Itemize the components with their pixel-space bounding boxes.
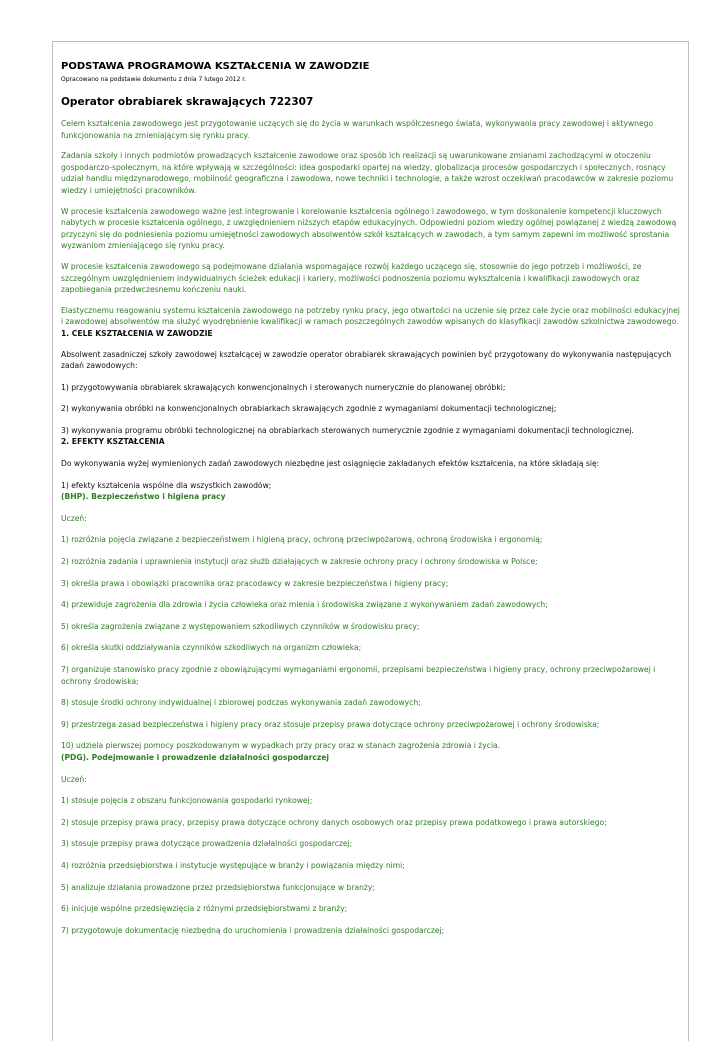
goal-item: 2) wykonywania obróbki na konwencjonalnych obrabiarkach skrawających zgodnie z wymaganiami dokumentacji technologicznej; xyxy=(61,404,557,414)
bhp-item: 7) organizuje stanowisko pracy zgodnie z obowiązującymi wymaganiami ergonomii, przepisami bezpieczeństwa i higieny pracy, ochrony przeciwpożarowej i ochrony środowiska; xyxy=(61,665,656,686)
document-source-note: Opracowano na podstawie dokumentu z dnia 7 lutego 2012 r. xyxy=(61,76,247,83)
pdg-student-label: Uczeń: xyxy=(61,774,87,784)
section-heading-goals: 1. CELE KSZTAŁCENIA W ZAWODZIE xyxy=(61,328,213,338)
bhp-item: 8) stosuje środki ochrony indywidualnej i zbiorowej podczas wykonywania zadań zawodowych; xyxy=(61,698,421,708)
profession-title: Operator obrabiarek skrawających 722307 xyxy=(61,96,314,108)
intro-paragraph-4: W procesie kształcenia zawodowego są podejmowane działania wspomagające rozwój każdego uczącego się, stosownie do jego potrzeb i możliwości, ze szczególnym uwzględnieniem indywidualnych ścieżek edukacji i kariery, możliwości podnoszenia poziomu wykształcenia i kwalifikacji zawodowych oraz zapobiegania przedwczesnemu kończeniu nauki. xyxy=(61,261,642,295)
bhp-item: 6) określa skutki oddziaływania czynników szkodliwych na organizm człowieka; xyxy=(61,643,362,653)
document-content xyxy=(61,61,681,936)
pdg-item: 5) analizuje działania prowadzone przez przedsiębiorstwa funkcjonujące w branży; xyxy=(61,882,375,892)
intro-paragraph-1: Celem kształcenia zawodowego jest przygotowanie uczących się do życia w warunkach współczesnego świata, wykonywania pracy zawodowej i aktywnego funkcjonowania na zmieniającym się rynku pracy. xyxy=(61,119,654,140)
outcomes-lead: Do wykonywania wyżej wymienionych zadań zawodowych niezbędne jest osiągnięcie zakładanych efektów kształcenia, na które składają się: xyxy=(61,459,600,469)
pdg-item: 3) stosuje przepisy prawa dotyczące prowadzenia działalności gospodarczej; xyxy=(61,839,353,849)
goals-lead: Absolwent zasadniczej szkoły zawodowej kształcącej w zawodzie operator obrabiarek skrawających powinien być przygotowany do wykonywania następujących zadań zawodowych: xyxy=(61,349,672,371)
pdg-item: 6) inicjuje wspólne przedsięwzięcia z różnymi przedsiębiorstwami z branży; xyxy=(61,904,348,914)
pdg-heading: (PDG). Podejmowanie i prowadzenie działalności gospodarczej xyxy=(61,752,330,762)
pdg-item: 7) przygotowuje dokumentację niezbędną do uruchomienia i prowadzenia działalności gospodarczej; xyxy=(61,925,445,935)
goal-item: 1) przygotowywania obrabiarek skrawających konwencjonalnych i sterowanych numerycznie do planowanej obróbki; xyxy=(61,382,506,392)
bhp-heading: (BHP). Bezpieczeństwo i higiena pracy xyxy=(61,492,226,502)
bhp-item: 4) przewiduje zagrożenia dla zdrowia i życia człowieka oraz mienia i środowiska związane z wykonywaniem zadań zawodowych; xyxy=(61,600,548,610)
bhp-item: 3) określa prawa i obowiązki pracownika oraz pracodawcy w zakresie bezpieczeństwa i higieny pracy; xyxy=(61,578,449,588)
bhp-item: 10) udziela pierwszej pomocy poszkodowanym w wypadkach przy pracy oraz w stanach zagrożenia zdrowia i życia. xyxy=(61,741,501,751)
bhp-item: 2) rozróżnia zadania i uprawnienia instytucji oraz służb działających w zakresie ochrony pracy i ochrony środowiska w Polsce; xyxy=(61,557,538,567)
section-heading-outcomes: 2. EFEKTY KSZTAŁCENIA xyxy=(61,437,165,447)
pdg-item: 4) rozróżnia przedsiębiorstwa i instytucje występujące w branży i powiązania między nimi; xyxy=(61,860,405,870)
outcomes-subitem: 1) efekty kształcenia wspólne dla wszystkich zawodów; xyxy=(61,480,272,490)
document-title: PODSTAWA PROGRAMOWA KSZTAŁCENIA W ZAWODZIE xyxy=(61,61,370,72)
goal-item: 3) wykonywania programu obróbki technologicznej na obrabiarkach sterowanych numerycznie zgodnie z wymaganiami dokumentacji technologicznej. xyxy=(61,425,634,435)
intro-paragraph-3: W procesie kształcenia zawodowego ważne jest integrowanie i korelowanie kształcenia ogólnego i zawodowego, w tym doskonalenie kompetencji kluczowych nabytych w procesie kształcenia ogólnego, z uwzględnieniem niższych etapów edukacyjnych. Odpowiedni poziom wiedzy ogólnej powiązanej z wiedzą zawodową przyczyni się do podniesienia poziomu umiejętności zawodowych absolwentów szkół kształcących w zawodach, a tym samym zapewni im możliwość sprostania wyzwaniom zmieniającego się rynku pracy. xyxy=(61,206,677,251)
bhp-item: 1) rozróżnia pojęcia związane z bezpieczeństwem i higieną pracy, ochroną przeciwpożarową, ochroną środowiska i ergonomią; xyxy=(61,535,543,545)
pdg-item: 1) stosuje pojęcia z obszaru funkcjonowania gospodarki rynkowej; xyxy=(61,796,313,806)
pdg-item: 2) stosuje przepisy prawa pracy, przepisy prawa dotyczące ochrony danych osobowych oraz przepisy prawa podatkowego i prawa autorskiego; xyxy=(61,817,607,827)
intro-paragraph-5: Elastycznemu reagowaniu systemu kształcenia zawodowego na potrzeby rynku pracy, jego otwartości na uczenie się przez całe życie oraz mobilności edukacyjnej i zawodowej absolwentów ma służyć wyodrębnienie kwalifikacji w ramach poszczególnych zawodów wpisanych do klasyfikacji zawodów szkolnictwa zawodowego. xyxy=(61,305,680,327)
bhp-item: 5) określa zagrożenia związane z występowaniem szkodliwych czynników w środowisku pracy; xyxy=(61,621,420,631)
intro-paragraph-2: Zadania szkoły i innych podmiotów prowadzących kształcenie zawodowe oraz sposób ich realizacji są uwarunkowane zmianami zachodzącymi w otoczeniu gospodarczo-społecznym, na które wpływają w szczególności: idea gospodarki opartej na wiedzy, globalizacja procesów gospodarczych i społecznych, rosnący udział handlu międzynarodowego, mobilność geograficzna i zawodowa, nowe techniki i technologie, a także wzrost oczekiwań pracodawców w zakresie poziomu wiedzy i umiejętności pracowników. xyxy=(61,151,674,195)
bhp-item: 9) przestrzega zasad bezpieczeństwa i higieny pracy oraz stosuje przepisy prawa dotyczące ochrony przeciwpożarowej i ochrony środowiska; xyxy=(61,719,600,729)
bhp-student-label: Uczeń: xyxy=(61,513,87,523)
